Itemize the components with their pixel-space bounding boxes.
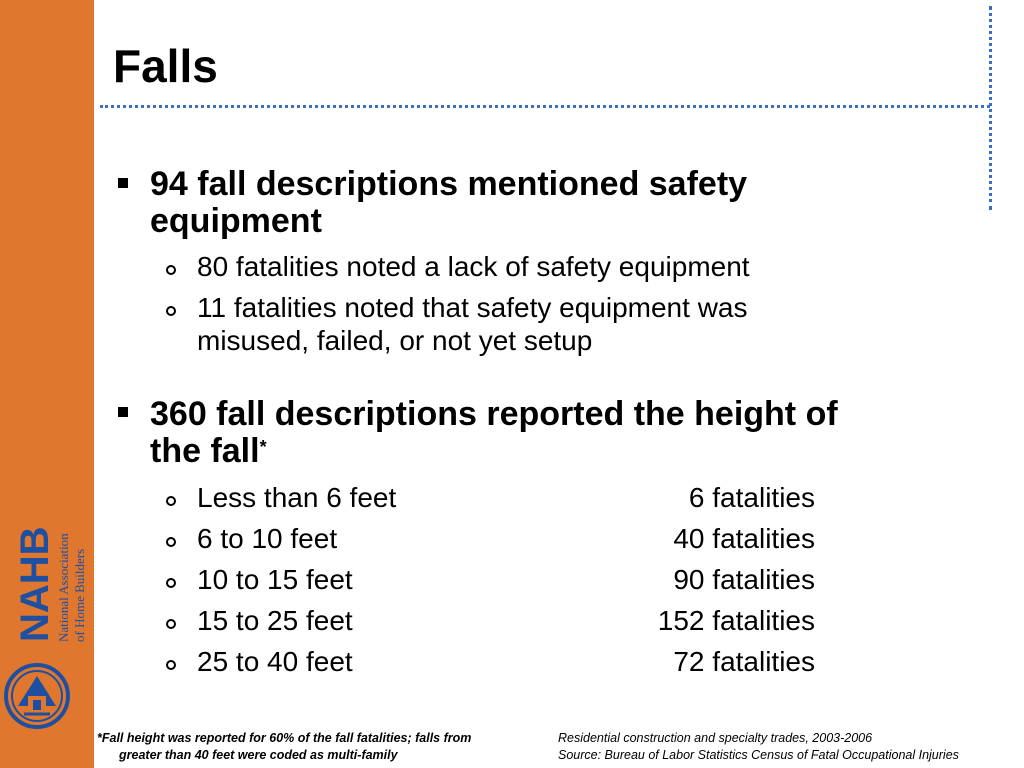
fatality-count: 6 fatalities: [688, 482, 815, 513]
bullet-text-line2: equipment: [150, 202, 322, 240]
ring-bullet-icon: [166, 537, 176, 547]
source-note: [558, 730, 1020, 764]
bullet-text-line1: 360 fall descriptions reported the height of: [150, 395, 838, 433]
source-line1: Residential construction and specialty trades, 2003-2006: [558, 731, 873, 745]
logo-name-line1: National Association: [56, 533, 71, 642]
bullet-text-line2: the fall*: [150, 432, 267, 470]
sub-bullet-lack: 80 fatalities noted a lack of safety equipment: [197, 251, 750, 282]
ring-bullet-icon: [166, 265, 176, 275]
nahb-logo: [2, 500, 90, 756]
ring-bullet-icon: [166, 619, 176, 629]
fatality-count: 152 fatalities: [657, 605, 815, 636]
logo-acronym: NAHB: [13, 526, 57, 642]
height-range: 15 to 25 feet: [197, 605, 353, 636]
sub-text-line2: misused, failed, or not yet setup: [197, 325, 593, 356]
square-bullet-icon: [118, 407, 128, 417]
height-range: 6 to 10 feet: [197, 523, 338, 554]
height-range: Less than 6 feet: [197, 482, 397, 513]
logo-name-line2: of Home Builders: [72, 548, 87, 642]
sub-bullet-misused: [197, 291, 747, 357]
source-line2: Source: Bureau of Labor Statistics Census of Fatal Occupational Injuries: [558, 748, 959, 762]
ring-bullet-icon: [166, 660, 176, 670]
logo-emblem-icon: [6, 665, 68, 727]
vertical-divider: [989, 6, 992, 210]
footnote-line2: greater than 40 feet were coded as multi-family: [119, 748, 398, 762]
bullet-height: [150, 396, 838, 470]
slide-title: Falls: [113, 40, 218, 92]
sub-text-line1: 11 fatalities noted that safety equipment was: [197, 292, 748, 323]
footnote: [97, 730, 537, 764]
fatality-count: 90 fatalities: [673, 564, 815, 595]
footnote-marker: *: [259, 437, 267, 457]
bullet-safety-equipment: [150, 166, 747, 240]
ring-bullet-icon: [166, 306, 176, 316]
bullet-text-line1: 94 fall descriptions mentioned safety: [150, 165, 748, 203]
footnote-line1: *Fall height was reported for 60% of the fall fatalities; falls from: [97, 731, 472, 745]
ring-bullet-icon: [166, 496, 176, 506]
title-divider: [100, 105, 990, 108]
square-bullet-icon: [118, 178, 128, 188]
fatality-count: 72 fatalities: [673, 646, 815, 677]
sidebar: [0, 0, 94, 768]
ring-bullet-icon: [166, 578, 176, 588]
height-range: 25 to 40 feet: [197, 646, 353, 677]
fatality-count: 40 fatalities: [673, 523, 815, 554]
height-range: 10 to 15 feet: [197, 564, 353, 595]
